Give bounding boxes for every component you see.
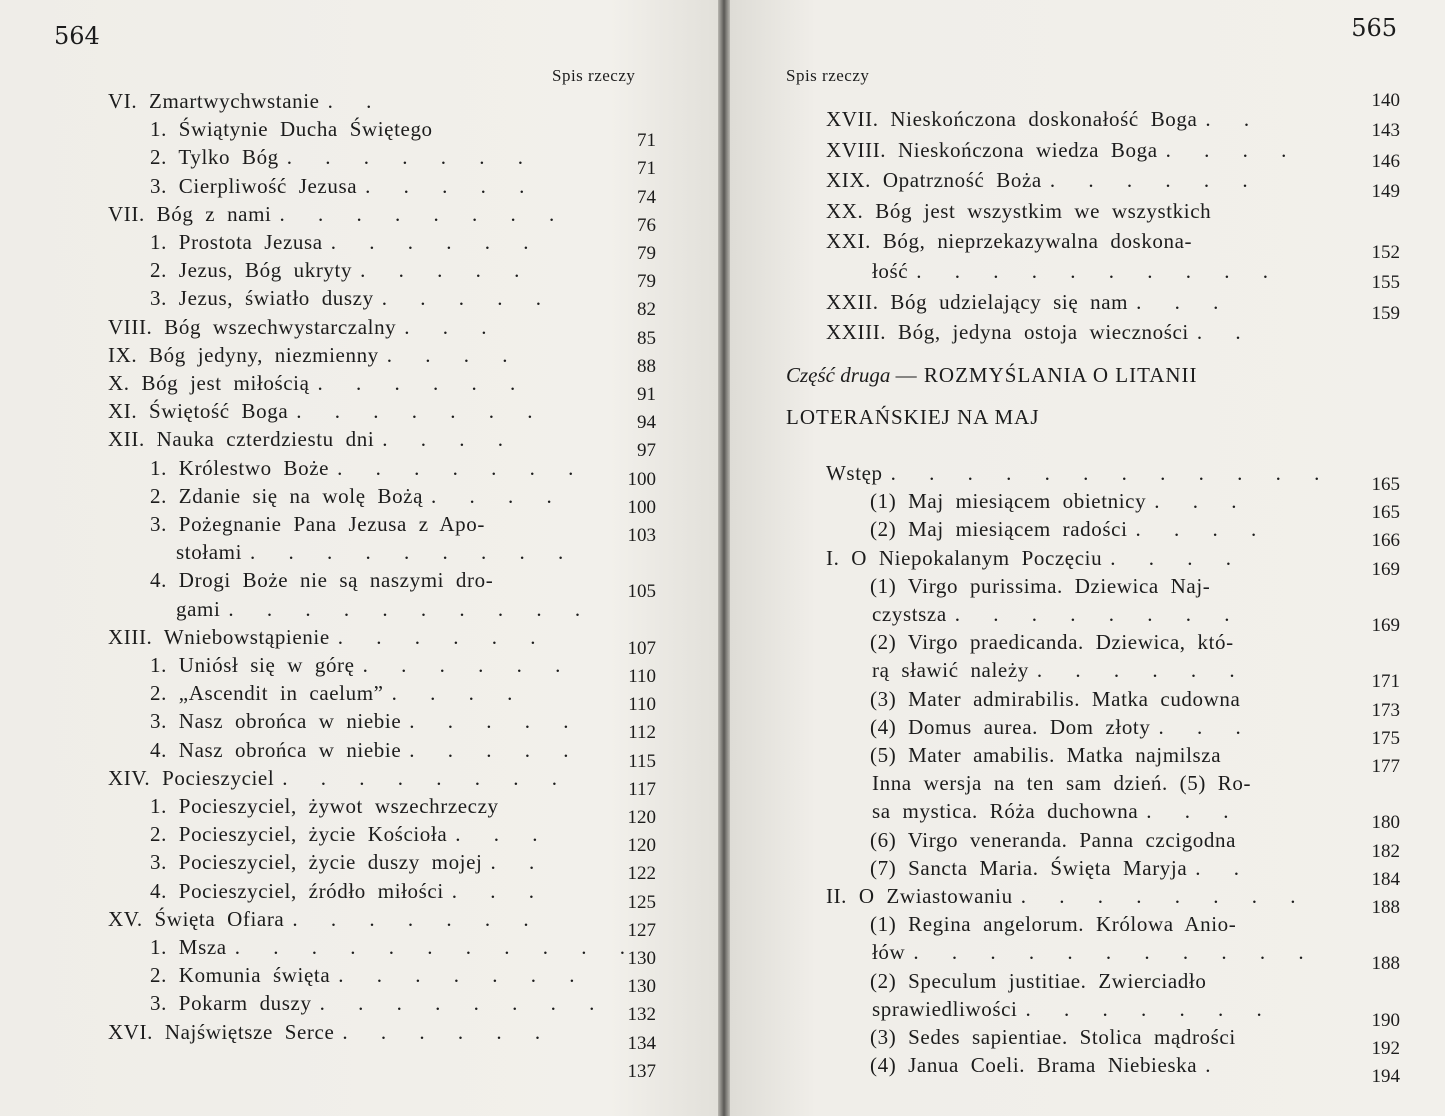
toc-entry-title: 2. Zdanie się na wolę Bożą	[150, 483, 424, 508]
toc-entry-title: (2) Speculum justitiae. Zwierciadło	[870, 968, 1207, 993]
toc-page-number: 71	[637, 130, 656, 152]
toc-page-number: 169	[1371, 615, 1400, 636]
toc-entry-title: XV. Święta Ofiara	[108, 906, 285, 931]
toc-entry	[108, 340, 522, 370]
toc-entry	[108, 368, 529, 398]
toc-entry-title: sa mystica. Róża duchowna	[872, 799, 1139, 824]
toc-page-number: 192	[1371, 1038, 1400, 1059]
toc-entry-title: łość	[872, 259, 909, 284]
toc-entry-title: 4. Nasz obrońca w niebie	[150, 737, 402, 762]
toc-page-number: 165	[1371, 502, 1400, 524]
leader-dots: . . . . . .	[1036, 658, 1249, 683]
toc-entry	[870, 486, 1250, 516]
toc-entry	[826, 543, 1245, 573]
toc-entry-title: XIII. Wniebowstąpienie	[108, 624, 330, 649]
toc-entry-title: I. O Niepokalanym Poczęciu	[826, 545, 1103, 570]
leader-dots: . .	[1196, 320, 1255, 345]
toc-entry	[872, 256, 1282, 286]
toc-entry	[176, 537, 577, 567]
toc-entry-title: 3. Pokarm duszy	[150, 991, 312, 1016]
toc-entry	[870, 1022, 1236, 1052]
toc-entry-title: 1. Królestwo Boże	[150, 455, 330, 480]
leader-dots: .	[1205, 1053, 1225, 1078]
toc-page-number: 88	[637, 355, 656, 377]
leader-dots: . . . . .	[409, 709, 583, 734]
leader-dots: . . . . . . . . . . . .	[890, 461, 1334, 485]
toc-page-number: 149	[1371, 181, 1400, 203]
toc-entry-title: XIV. Pocieszyciel	[108, 765, 275, 790]
leader-dots: . .	[490, 850, 549, 875]
leader-dots: . . . . . .	[330, 230, 543, 254]
toc-page-number: 122	[627, 863, 656, 885]
part-title-2: LOTERAŃSKIEJ NA MAJ	[786, 405, 1040, 429]
toc-page-number: 140	[1371, 90, 1400, 111]
toc-entry	[826, 196, 1211, 226]
toc-entry	[150, 171, 538, 201]
toc-entry	[150, 283, 555, 313]
toc-page-number: 177	[1371, 756, 1400, 777]
toc-entry	[826, 226, 1192, 256]
toc-entry	[150, 509, 485, 539]
toc-page-number: 155	[1371, 272, 1400, 294]
toc-entry	[872, 599, 1244, 629]
toc-entry	[150, 678, 526, 708]
toc-entry-title: Inna wersja na ten sam dzień. (5) Ro-	[872, 771, 1252, 796]
toc-entry-title: 2. Pocieszyciel, życie Kościoła	[150, 822, 448, 847]
toc-entry-title: IX. Bóg jedyny, niezmienny	[108, 342, 379, 367]
toc-entry	[870, 853, 1253, 883]
toc-entry-title: XXII. Bóg udzielający się nam	[826, 289, 1129, 314]
toc-page-number: 76	[637, 214, 656, 236]
toc-entry-title: 3. Pocieszyciel, życie duszy mojej	[150, 850, 483, 875]
leader-dots: . . . . . . .	[296, 399, 547, 424]
toc-entry	[108, 622, 550, 652]
leader-dots: . . . . . . . . . .	[916, 259, 1282, 284]
leader-dots: . . . . .	[409, 737, 583, 762]
leader-dots: . . . . . .	[1049, 168, 1262, 193]
toc-entry-title: 2. Tylko Bóg	[150, 145, 279, 170]
toc-page-number: 132	[627, 1004, 656, 1026]
toc-entry-title: 3. Cierpliwość Jezusa	[150, 173, 358, 198]
toc-entry-title: (5) Mater amabilis. Matka najmilsza	[870, 743, 1222, 767]
toc-entry-title: 1. Świątynie Ducha Świętego	[150, 117, 433, 142]
toc-entry-title: łów	[872, 940, 906, 965]
toc-page-number: 115	[628, 750, 656, 772]
toc-page-number: 107	[627, 637, 656, 659]
toc-entry	[150, 453, 587, 483]
toc-page-number: 173	[1371, 699, 1400, 721]
toc-entry	[108, 424, 517, 454]
toc-entry	[826, 165, 1262, 195]
toc-page-number: 175	[1371, 727, 1400, 749]
toc-entry	[826, 287, 1232, 317]
toc-entry	[826, 881, 1309, 911]
leader-dots: . . . . . .	[337, 624, 550, 649]
toc-entry-title: X. Bóg jest miłością	[108, 371, 310, 395]
toc-page-number: 180	[1371, 812, 1400, 834]
book-gutter	[718, 0, 730, 1116]
leader-dots: . . . . .	[381, 286, 555, 311]
toc-page-number: 91	[637, 384, 656, 405]
leader-dots: . . . . . .	[362, 653, 575, 677]
toc-entry	[870, 909, 1236, 939]
toc-entry-title: 1. Pocieszyciel, żywot wszechrzeczy	[150, 794, 499, 818]
toc-entry-title: (6) Virgo veneranda. Panna czcigodna	[870, 827, 1237, 852]
toc-page-number: 188	[1371, 897, 1400, 918]
toc-entry	[150, 847, 548, 877]
toc-entry	[150, 255, 533, 285]
toc-page-number: 134	[627, 1032, 656, 1054]
toc-page-number: 125	[627, 891, 656, 913]
leader-dots: . . . . . .	[317, 371, 530, 395]
toc-page-number: 166	[1371, 530, 1400, 552]
toc-entry	[872, 994, 1276, 1024]
leader-dots: . .	[1195, 855, 1254, 880]
toc-page-number: 127	[627, 919, 656, 941]
toc-entry	[150, 791, 499, 821]
toc-entry-title: 3. Jezus, światło duszy	[150, 286, 374, 311]
toc-entry-title: VII. Bóg z nami	[108, 201, 272, 226]
toc-entry-title: (4) Janua Coeli. Brama Niebieska	[870, 1053, 1198, 1078]
toc-entry-title: 1. Uniósł się w górę	[150, 653, 355, 677]
toc-entry	[150, 227, 542, 257]
toc-entry-title: (3) Mater admirabilis. Matka cudowna	[870, 686, 1241, 711]
toc-entry	[108, 904, 543, 934]
toc-entry	[150, 706, 583, 736]
toc-entry	[150, 876, 548, 906]
leader-dots: . . . . . . . . . .	[228, 596, 595, 621]
toc-page-number: 112	[628, 722, 656, 744]
leader-dots: . . .	[1158, 714, 1255, 739]
running-head: Spis rzeczy	[552, 66, 636, 85]
toc-entry-title: 3. Nasz obrońca w niebie	[150, 709, 402, 734]
toc-entry-title: XVII. Nieskończona doskonałość Boga	[826, 107, 1198, 132]
leader-dots: . . . . . . . .	[954, 602, 1244, 626]
toc-entry-title: (3) Sedes sapientiae. Stolica mądrości	[870, 1025, 1236, 1049]
toc-entry-title: gami	[176, 596, 221, 621]
toc-entry	[826, 104, 1263, 134]
toc-entry-title: XII. Nauka czterdziestu dni	[108, 427, 375, 452]
leader-dots: . . .	[1146, 799, 1243, 824]
toc-page-number: 79	[637, 243, 656, 264]
part-label: Część druga	[786, 363, 891, 387]
right-page	[730, 0, 1445, 1116]
toc-entry	[870, 825, 1236, 855]
toc-page-number: 120	[627, 807, 656, 828]
toc-page-number: 105	[627, 581, 656, 603]
part-heading-line-1	[786, 360, 1198, 390]
leader-dots: . . . . . . . .	[282, 765, 572, 790]
leader-dots: . . . . . . . . . . .	[913, 940, 1318, 965]
leader-dots: . . .	[455, 822, 552, 847]
toc-entry-title: XXI. Bóg, nieprzekazywalna doskona-	[826, 229, 1193, 253]
toc-entry-title: 1. Msza	[150, 935, 227, 959]
leader-dots: . . . . . . .	[286, 145, 538, 170]
toc-entry	[108, 199, 568, 229]
toc-page-number: 165	[1371, 474, 1400, 495]
toc-entry	[870, 1050, 1224, 1080]
toc-page-number: 103	[627, 525, 656, 546]
toc-entry-title: (2) Maj miesiącem radości	[870, 517, 1128, 542]
leader-dots: . . . . . . .	[1025, 996, 1276, 1021]
toc-page-number: 143	[1371, 120, 1400, 142]
toc-page-number: 146	[1371, 150, 1400, 172]
toc-entry-title: (1) Virgo purissima. Dziewica Naj-	[870, 573, 1211, 598]
toc-entry-title: XVIII. Nieskończona wiedza Boga	[826, 137, 1158, 162]
toc-page-number: 130	[627, 948, 656, 969]
toc-entry-title: II. O Zwiastowaniu	[826, 884, 1013, 908]
leader-dots: . . . . . . .	[337, 455, 588, 480]
toc-entry-title: (4) Domus aurea. Dom złoty	[870, 714, 1151, 739]
toc-entry-title: 3. Pożegnanie Pana Jezusa z Apo-	[150, 512, 485, 536]
leader-dots: . . . . .	[360, 258, 534, 283]
toc-entry	[870, 712, 1255, 742]
leader-dots: . . . .	[386, 342, 522, 367]
leader-dots: . . . .	[1135, 517, 1271, 542]
toc-entry-title: 2. Jezus, Bóg ukryty	[150, 258, 353, 283]
toc-entry-title: rą sławić należy	[872, 658, 1029, 683]
toc-entry	[150, 114, 433, 144]
toc-entry-title: (2) Virgo praedicanda. Dziewica, któ-	[870, 630, 1234, 655]
toc-entry	[870, 966, 1206, 996]
toc-page-number: 152	[1371, 242, 1400, 263]
leader-dots: . . . .	[1110, 545, 1245, 570]
left-page	[0, 0, 718, 1116]
toc-entry-title: XVI. Najświętsze Serce	[108, 1019, 335, 1044]
toc-entry	[108, 396, 547, 426]
leader-dots: . . . . . . . . . . .	[234, 935, 639, 959]
toc-page-number: 85	[637, 327, 656, 349]
toc-entry	[150, 988, 608, 1018]
toc-entry-title: 2. „Ascendit in caelum”	[150, 681, 384, 706]
toc-entry	[870, 571, 1210, 601]
toc-entry	[150, 819, 552, 849]
toc-page-number: 97	[637, 440, 656, 462]
toc-entry	[150, 932, 639, 962]
toc-entry	[150, 960, 589, 990]
toc-entry	[150, 481, 566, 511]
toc-page-number: 79	[637, 271, 656, 293]
toc-entry	[826, 458, 1333, 488]
toc-entry	[150, 142, 537, 172]
toc-entry	[826, 317, 1255, 347]
toc-entry	[108, 763, 571, 793]
leader-dots: . . .	[404, 314, 501, 339]
page-number: 564	[54, 22, 100, 50]
toc-page-number: 130	[627, 976, 656, 998]
toc-entry	[150, 565, 493, 595]
page-number: 565	[1351, 14, 1397, 42]
toc-page-number: 74	[637, 186, 656, 208]
toc-entry	[872, 796, 1243, 826]
leader-dots: . . . . . . . .	[319, 991, 609, 1016]
toc-entry-title: (1) Maj miesiącem obietnicy	[870, 489, 1147, 514]
toc-entry	[176, 594, 594, 624]
toc-page-number: 100	[627, 468, 656, 490]
toc-page-number: 169	[1371, 558, 1400, 580]
toc-entry	[108, 312, 501, 342]
leader-dots: . .	[327, 89, 386, 113]
toc-entry	[870, 740, 1221, 770]
toc-entry	[108, 1017, 554, 1047]
leader-dots: . . .	[1154, 489, 1251, 514]
toc-page-number: 184	[1371, 868, 1400, 890]
leader-dots: . . . .	[431, 483, 566, 508]
toc-page-number: 159	[1371, 302, 1400, 324]
toc-page-number: 171	[1371, 671, 1400, 693]
toc-entry	[870, 684, 1240, 714]
toc-entry-title: 4. Pocieszyciel, źródło miłości	[150, 878, 444, 903]
toc-page-number: 188	[1371, 953, 1400, 975]
toc-entry	[826, 135, 1300, 165]
leader-dots: . . . . . . . . .	[250, 540, 578, 565]
toc-entry-title: 1. Prostota Jezusa	[150, 230, 323, 254]
toc-page-number: 110	[628, 694, 656, 716]
toc-entry-title: 2. Komunia święta	[150, 963, 331, 988]
running-head: Spis rzeczy	[786, 66, 870, 85]
leader-dots: . . . . .	[365, 173, 539, 198]
toc-page-number: 194	[1371, 1066, 1400, 1088]
toc-entry-title: XIX. Opatrzność Boża	[826, 168, 1042, 193]
toc-entry-title: (1) Regina angelorum. Królowa Anio-	[870, 912, 1237, 937]
leader-dots: . . . . . .	[342, 1019, 555, 1044]
toc-page-number: 182	[1371, 840, 1400, 862]
toc-page-number: 110	[628, 666, 656, 687]
toc-entry	[108, 86, 385, 116]
toc-page-number: 71	[637, 158, 656, 180]
toc-entry	[872, 937, 1318, 967]
toc-entry	[872, 768, 1251, 798]
toc-entry	[150, 735, 583, 765]
toc-entry-title: czystsza	[872, 602, 947, 626]
toc-page-number: 120	[627, 835, 656, 857]
leader-dots: . . . . . . . .	[279, 201, 569, 226]
toc-entry-title: sprawiedliwości	[872, 996, 1018, 1021]
leader-dots: . . . .	[1165, 137, 1301, 162]
leader-dots: . . . .	[382, 427, 518, 452]
leader-dots: . . . .	[391, 681, 527, 706]
toc-entry-title: VI. Zmartwychwstanie	[108, 89, 320, 113]
leader-dots: . . .	[451, 878, 549, 903]
leader-dots: . . . . . . .	[338, 963, 589, 988]
leader-dots: . . . . . . .	[292, 906, 543, 931]
toc-page-number: 94	[637, 412, 656, 434]
toc-entry	[872, 655, 1249, 685]
leader-dots: . .	[1205, 107, 1264, 132]
toc-entry-title: XX. Bóg jest wszystkim we wszystkich	[826, 198, 1212, 223]
toc-entry-title: 4. Drogi Boże nie są naszymi dro-	[150, 568, 494, 593]
toc-entry-title: (7) Sancta Maria. Święta Maryja	[870, 855, 1188, 880]
toc-entry-title: VIII. Bóg wszechwystarczalny	[108, 314, 397, 339]
toc-entry-title: Wstęp	[826, 461, 883, 485]
toc-entry	[150, 650, 574, 680]
toc-entry-title: XI. Świętość Boga	[108, 399, 289, 424]
toc-entry	[870, 514, 1270, 544]
part-title-1: — ROZMYŚLANIA O LITANII	[895, 363, 1198, 387]
toc-page-number: 137	[627, 1060, 656, 1082]
toc-page-number: 117	[628, 778, 656, 800]
leader-dots: . . .	[1136, 289, 1233, 314]
toc-page-number: 82	[637, 299, 656, 321]
toc-entry-title: stołami	[176, 540, 243, 565]
toc-page-number: 190	[1371, 1009, 1400, 1031]
toc-entry	[870, 627, 1234, 657]
toc-entry-title: XXIII. Bóg, jedyna ostoja wieczności	[826, 320, 1189, 345]
toc-page-number: 100	[627, 496, 656, 518]
leader-dots: . . . . . . . .	[1020, 884, 1310, 908]
